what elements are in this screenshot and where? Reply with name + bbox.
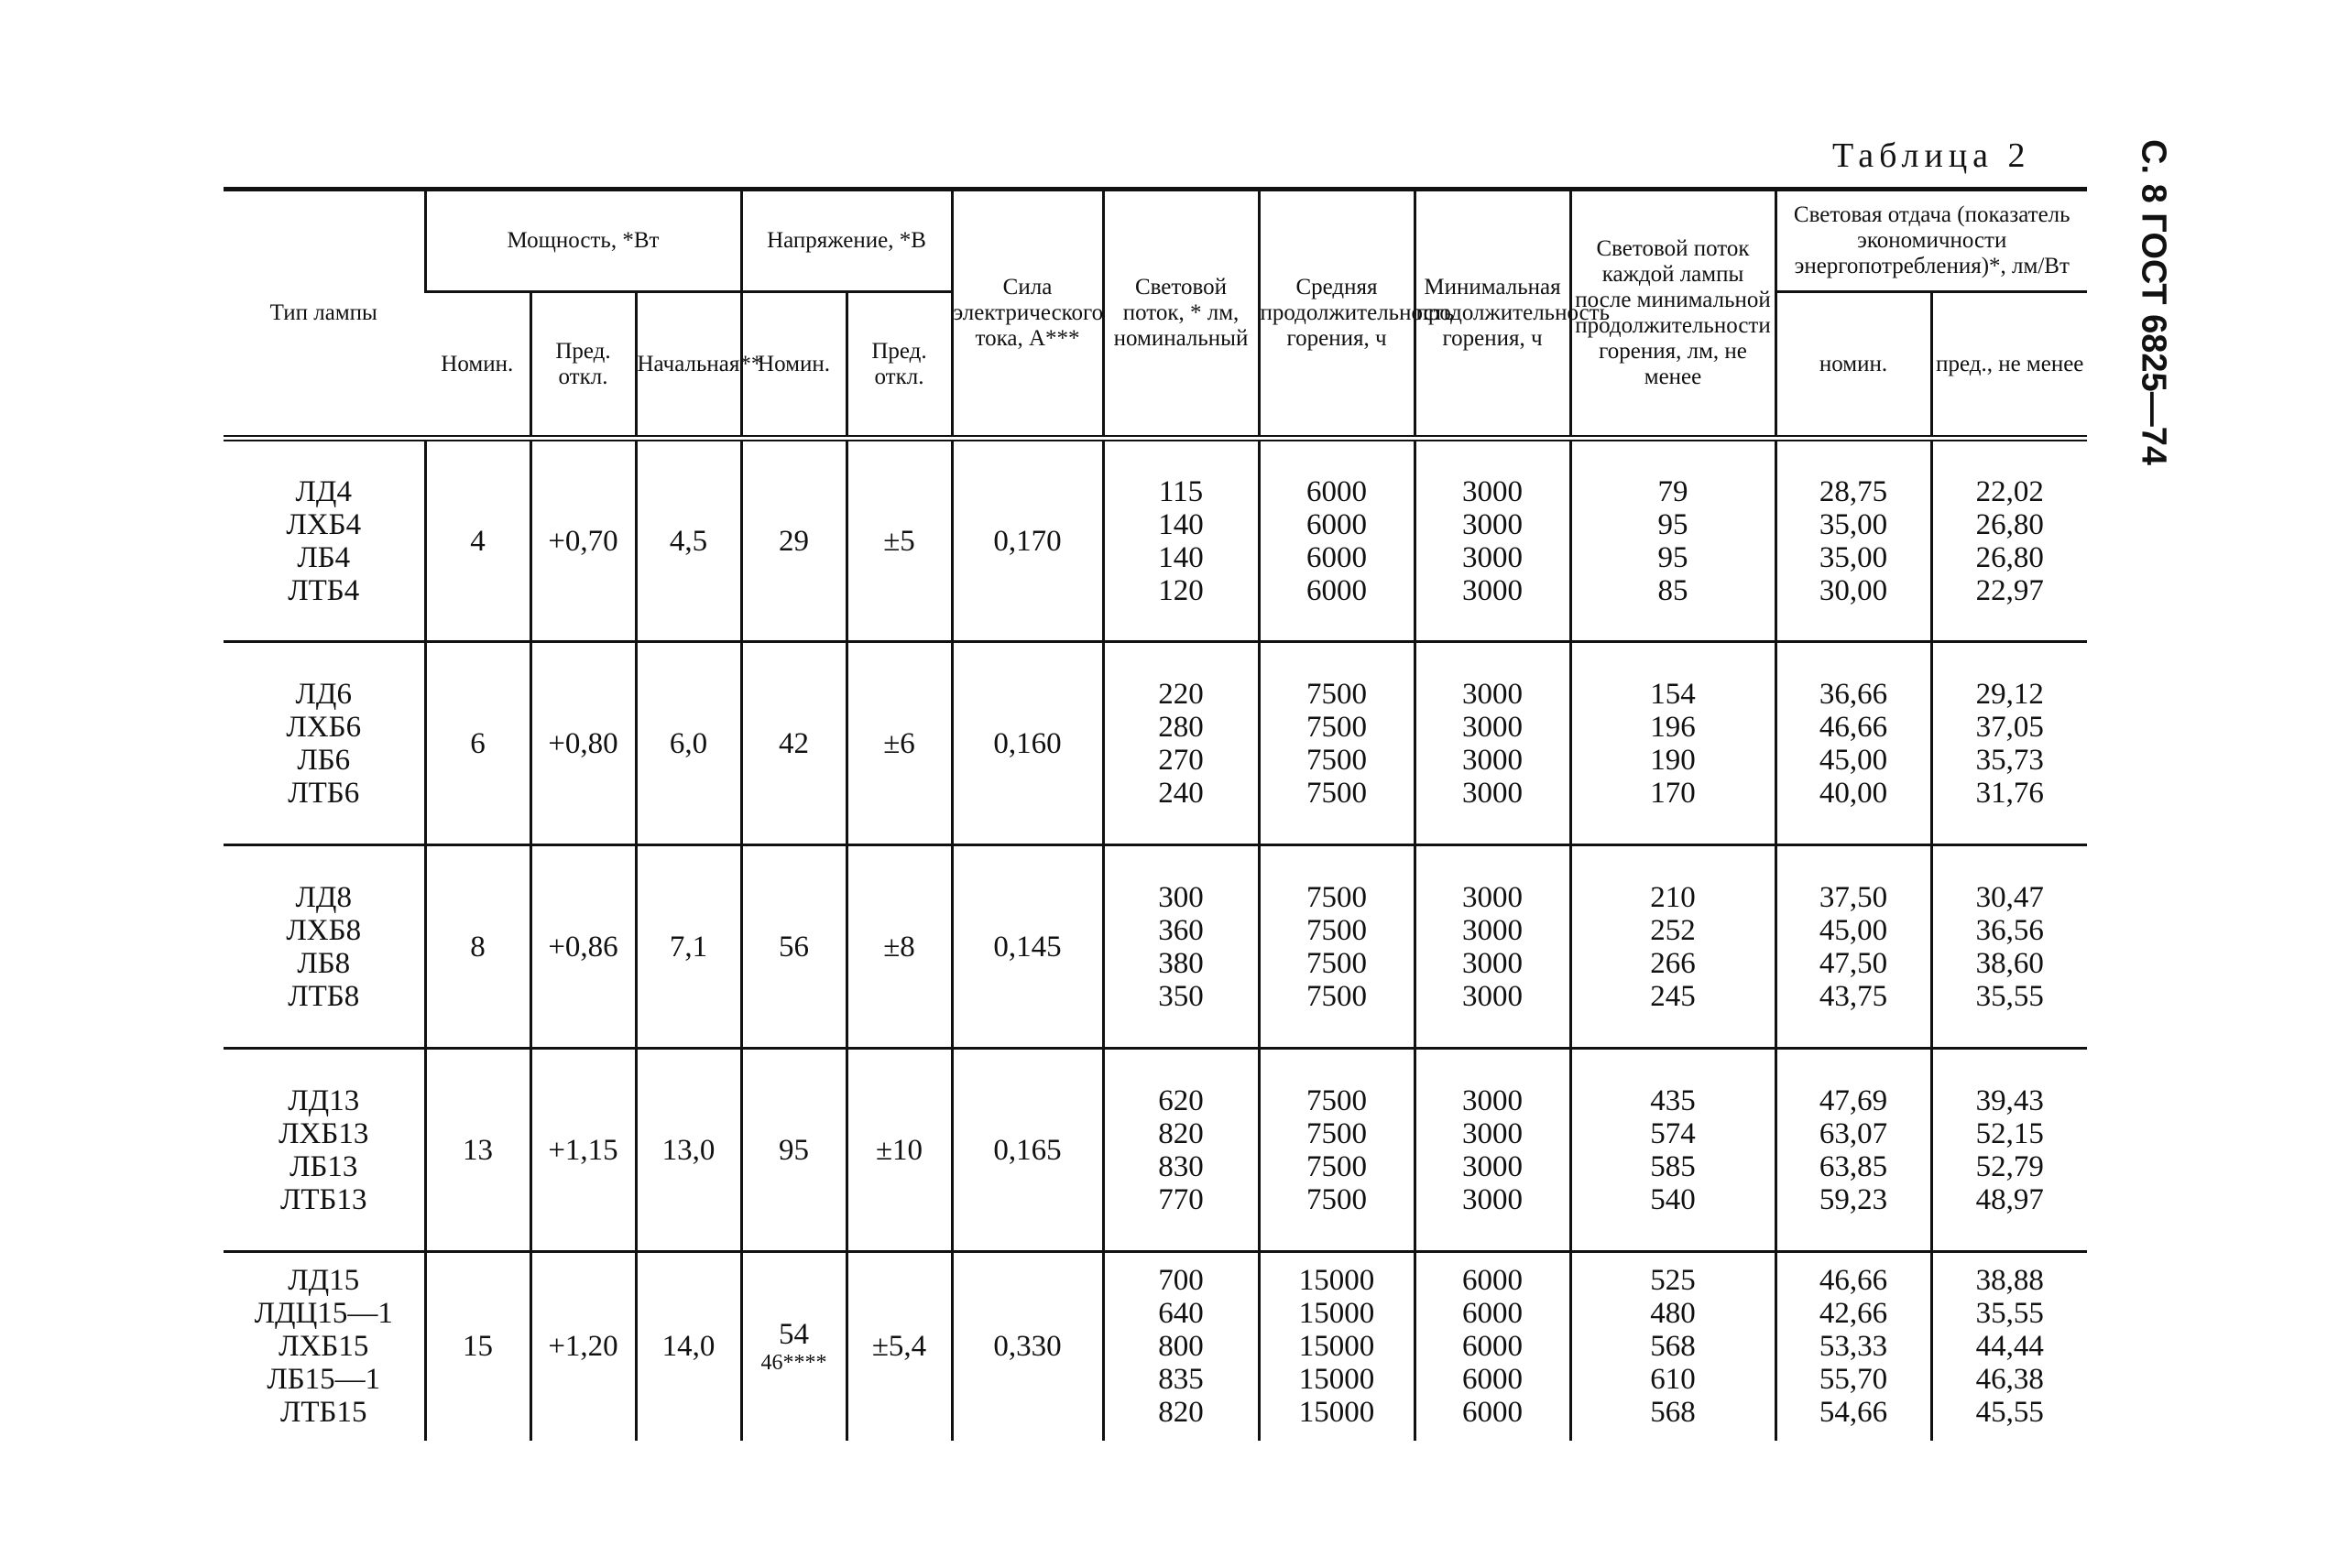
minimum-life-cell: 3000 3000 3000 3000: [1415, 845, 1570, 1049]
efficacy-nominal-cell: 36,66 46,66 45,00 40,00: [1775, 642, 1931, 845]
header-flux-after-life: Световой поток каждой лампы после минимальной продолжительности горения, лм, не менее: [1570, 190, 1775, 439]
lamp-type-cell: ЛД13 ЛХБ13 ЛБ13 ЛТБ13: [224, 1049, 425, 1252]
flux-after-life-cell: 154 196 190 170: [1570, 642, 1775, 845]
efficacy-minimum-cell: 38,88 35,55 44,44 46,38 45,55: [1931, 1252, 2087, 1441]
header-lamp-type: Тип лампы: [224, 190, 425, 439]
header-efficacy: Световая отдача (показатель экономичности энергопотребления)*, лм/Вт: [1775, 190, 2087, 292]
header-voltage-nominal: Номин.: [741, 292, 847, 439]
running-header: [2107, 139, 2199, 465]
current-cell: 0,165: [952, 1049, 1103, 1252]
efficacy-nominal-cell: 46,66 42,66 53,33 55,70 54,66: [1775, 1252, 1931, 1441]
power-nominal-cell: 4: [425, 439, 530, 642]
header-minimum-life: Минимальная продолжительность горения, ч: [1415, 190, 1570, 439]
voltage-deviation-cell: ±10: [847, 1049, 952, 1252]
power-initial-cell: 13,0: [636, 1049, 741, 1252]
voltage-deviation-cell: ±8: [847, 845, 952, 1049]
power-initial-cell: 6,0: [636, 642, 741, 845]
header-efficacy-minimum: пред., не менее: [1931, 292, 2087, 439]
voltage-nominal-cell: 56: [741, 845, 847, 1049]
running-header-text: С. 8 ГОСТ 6825—74: [2134, 139, 2173, 465]
power-deviation-cell: +0,80: [530, 642, 636, 845]
efficacy-nominal-cell: 28,75 35,00 35,00 30,00: [1775, 439, 1931, 642]
minimum-life-cell: 3000 3000 3000 3000: [1415, 1049, 1570, 1252]
efficacy-nominal-cell: 47,69 63,07 63,85 59,23: [1775, 1049, 1931, 1252]
average-life-cell: 7500 7500 7500 7500: [1259, 1049, 1415, 1252]
minimum-life-cell: 6000 6000 6000 6000 6000: [1415, 1252, 1570, 1441]
header-power-nominal: Номин.: [425, 292, 530, 439]
efficacy-minimum-cell: 39,43 52,15 52,79 48,97: [1931, 1049, 2087, 1252]
efficacy-minimum-cell: 30,47 36,56 38,60 35,55: [1931, 845, 2087, 1049]
power-initial-cell: 4,5: [636, 439, 741, 642]
efficacy-minimum-cell: 29,12 37,05 35,73 31,76: [1931, 642, 2087, 845]
luminous-flux-cell: 620 820 830 770: [1103, 1049, 1259, 1252]
voltage-deviation-cell: ±5: [847, 439, 952, 642]
header-luminous-flux: Световой поток, * лм, номинальный: [1103, 190, 1259, 439]
current-cell: 0,330: [952, 1252, 1103, 1441]
flux-after-life-cell: 435 574 585 540: [1570, 1049, 1775, 1252]
power-nominal-cell: 15: [425, 1252, 530, 1441]
average-life-cell: 15000 15000 15000 15000 15000: [1259, 1252, 1415, 1441]
voltage-nominal-cell: 54 46****: [741, 1252, 847, 1441]
efficacy-minimum-cell: 22,02 26,80 26,80 22,97: [1931, 439, 2087, 642]
header-voltage: Напряжение, *В: [741, 190, 952, 292]
power-deviation-cell: +1,15: [530, 1049, 636, 1252]
power-initial-cell: 7,1: [636, 845, 741, 1049]
header-current: Сила электрического тока, А***: [952, 190, 1103, 439]
header-power-initial: Начальная**: [636, 292, 741, 439]
table-row: [224, 642, 2087, 845]
luminous-flux-cell: 700 640 800 835 820: [1103, 1252, 1259, 1441]
header-power: Мощность, *Вт: [425, 190, 741, 292]
lamp-type-cell: ЛД6 ЛХБ6 ЛБ6 ЛТБ6: [224, 642, 425, 845]
luminous-flux-cell: 300 360 380 350: [1103, 845, 1259, 1049]
header-efficacy-nominal: номин.: [1775, 292, 1931, 439]
table-title: Таблица 2: [1832, 136, 2031, 175]
current-cell: 0,160: [952, 642, 1103, 845]
luminous-flux-cell: 115 140 140 120: [1103, 439, 1259, 642]
power-initial-cell: 14,0: [636, 1252, 741, 1441]
voltage-nominal-cell: 95: [741, 1049, 847, 1252]
power-nominal-cell: 13: [425, 1049, 530, 1252]
flux-after-life-cell: 210 252 266 245: [1570, 845, 1775, 1049]
voltage-nominal-cell: 42: [741, 642, 847, 845]
power-deviation-cell: +1,20: [530, 1252, 636, 1441]
lamp-type-cell: ЛД8 ЛХБ8 ЛБ8 ЛТБ8: [224, 845, 425, 1049]
current-cell: 0,145: [952, 845, 1103, 1049]
flux-after-life-cell: 525 480 568 610 568: [1570, 1252, 1775, 1441]
power-deviation-cell: +0,70: [530, 439, 636, 642]
minimum-life-cell: 3000 3000 3000 3000: [1415, 439, 1570, 642]
minimum-life-cell: 3000 3000 3000 3000: [1415, 642, 1570, 845]
luminous-flux-cell: 220 280 270 240: [1103, 642, 1259, 845]
power-nominal-cell: 6: [425, 642, 530, 845]
flux-after-life-cell: 79 95 95 85: [1570, 439, 1775, 642]
header-power-deviation: Пред. откл.: [530, 292, 636, 439]
table-row: [224, 1252, 2087, 1441]
current-cell: 0,170: [952, 439, 1103, 642]
table-row: [224, 845, 2087, 1049]
voltage-deviation-cell: ±6: [847, 642, 952, 845]
average-life-cell: 7500 7500 7500 7500: [1259, 642, 1415, 845]
table-row: [224, 1049, 2087, 1252]
power-nominal-cell: 8: [425, 845, 530, 1049]
voltage-nominal-cell: 29: [741, 439, 847, 642]
header-voltage-deviation: Пред. откл.: [847, 292, 952, 439]
table-row: [224, 439, 2087, 642]
average-life-cell: 7500 7500 7500 7500: [1259, 845, 1415, 1049]
header-average-life: Средняя продолжительность горения, ч: [1259, 190, 1415, 439]
average-life-cell: 6000 6000 6000 6000: [1259, 439, 1415, 642]
lamp-type-cell: ЛД4 ЛХБ4 ЛБ4 ЛТБ4: [286, 474, 362, 607]
lamp-type-cell: ЛД15 ЛДЦ15—1 ЛХБ15 ЛБ15—1 ЛТБ15: [224, 1252, 425, 1441]
lamp-parameters-table: [224, 187, 2087, 1441]
efficacy-nominal-cell: 37,50 45,00 47,50 43,75: [1775, 845, 1931, 1049]
power-deviation-cell: +0,86: [530, 845, 636, 1049]
voltage-deviation-cell: ±5,4: [847, 1252, 952, 1441]
